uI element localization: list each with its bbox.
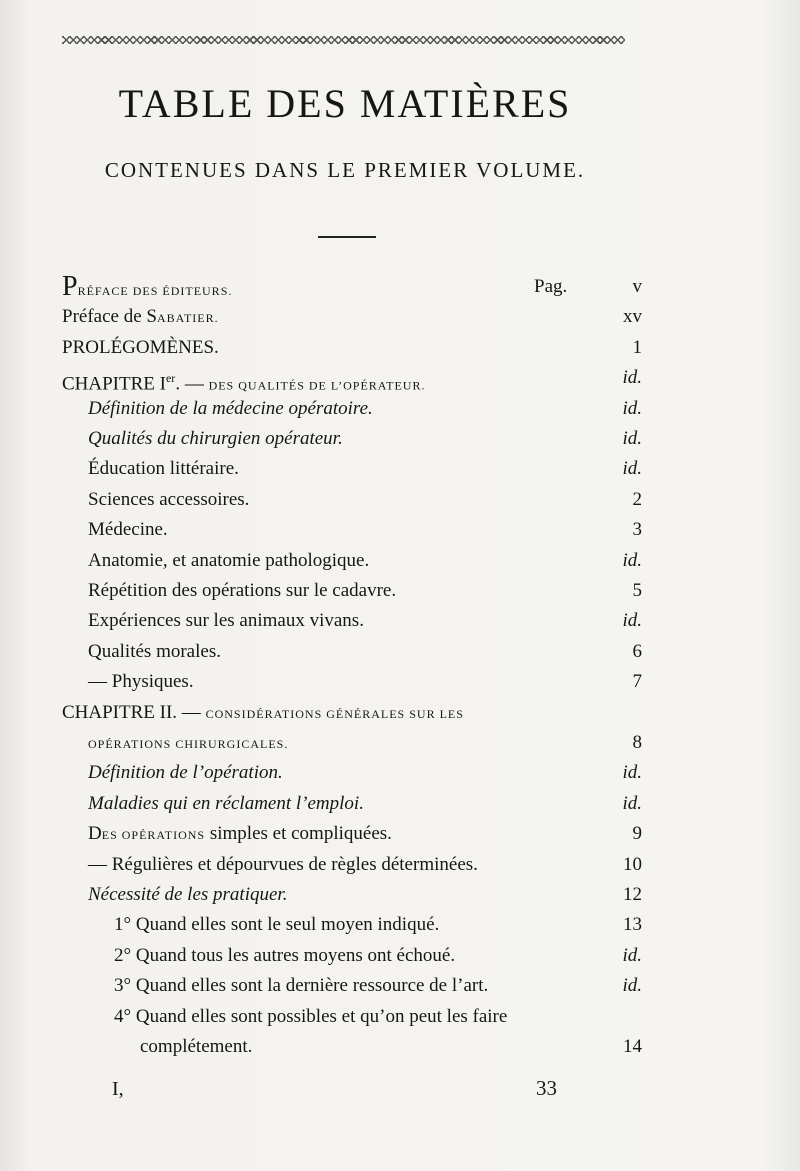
toc-page-number: v bbox=[632, 276, 642, 297]
toc-entry-text: CONSIDÉRATIONS GÉNÉRALES SUR LES bbox=[205, 706, 464, 721]
toc-entry-label bbox=[114, 910, 439, 940]
toc-row bbox=[62, 485, 642, 515]
toc-page-number: 6 bbox=[632, 640, 642, 662]
toc-entry-text: PROLÉGOMÈNES. bbox=[62, 336, 219, 358]
toc-row bbox=[62, 941, 642, 971]
toc-entry-label bbox=[88, 515, 168, 545]
toc-row bbox=[62, 728, 642, 758]
toc-page-number: 2 bbox=[632, 488, 642, 510]
toc-page-number: 12 bbox=[623, 884, 642, 905]
toc-row bbox=[62, 667, 642, 697]
toc-entry-text: Maladies qui en réclament l’emploi. bbox=[88, 792, 364, 814]
toc-row bbox=[62, 454, 642, 484]
toc-page-number: id. bbox=[622, 975, 642, 997]
toc-entry-label bbox=[88, 546, 369, 576]
toc-entry-label bbox=[88, 485, 249, 515]
toc-row bbox=[62, 1002, 642, 1032]
toc-entry-text: 1° Quand elles sont le seul moyen indiqué. bbox=[114, 914, 440, 936]
toc-entry-text: ABATIER. bbox=[156, 311, 219, 326]
toc-row bbox=[62, 1032, 642, 1062]
toc-row bbox=[62, 394, 642, 424]
toc-page-number: 14 bbox=[623, 1036, 642, 1057]
toc-entry-label bbox=[88, 728, 288, 759]
toc-entry-text: Définition de la médecine opératoire. bbox=[88, 397, 373, 419]
toc-page-number: id. bbox=[622, 397, 642, 419]
toc-row bbox=[62, 637, 642, 667]
toc-entry-label bbox=[88, 576, 396, 606]
toc-page-number: id. bbox=[622, 367, 642, 389]
toc-entry-label bbox=[88, 758, 283, 788]
toc-entry-text: Définition de l’opération. bbox=[88, 762, 283, 784]
toc-row bbox=[62, 910, 642, 940]
toc-page-number: id. bbox=[622, 458, 642, 480]
toc-entry-text: CHAPITRE I bbox=[62, 373, 166, 395]
toc-entry-text: Répétition des opérations sur le cadavre. bbox=[88, 580, 397, 601]
toc-entry-text: Médecine. bbox=[88, 519, 168, 541]
toc-entry-text: Anatomie, et anatomie pathologique. bbox=[88, 549, 370, 571]
toc-row bbox=[62, 515, 642, 545]
toc-row bbox=[62, 789, 642, 819]
toc-entry-text: P bbox=[62, 271, 78, 302]
page-subtitle: CONTENUES DANS LE PREMIER VOLUME. bbox=[104, 158, 586, 182]
toc-entry-text: CHAPITRE II. — bbox=[62, 701, 206, 723]
toc-row bbox=[62, 819, 642, 849]
toc-page-number: id. bbox=[622, 762, 642, 784]
sheet-number: 33 bbox=[536, 1076, 557, 1100]
toc-entry-label bbox=[88, 424, 343, 454]
toc-entry-text: OPÉRATIONS CHIRURGICALES. bbox=[88, 737, 289, 751]
toc-row bbox=[62, 606, 642, 636]
toc-page-number: id. bbox=[622, 944, 642, 966]
toc-entry-label bbox=[62, 698, 464, 729]
toc-entry-label bbox=[88, 789, 364, 819]
toc-entry-text: DES QUALITÉS DE L’OPÉRATEUR. bbox=[208, 378, 426, 393]
toc-entry-label bbox=[88, 819, 392, 850]
toc-entry-label bbox=[114, 941, 455, 971]
toc-row bbox=[62, 880, 642, 910]
toc-entry-label bbox=[114, 1002, 507, 1032]
toc-entry-text: 3° Quand elles sont la dernière ressource de l’art. bbox=[114, 975, 489, 997]
toc-row bbox=[62, 333, 642, 363]
toc-page-number: id. bbox=[622, 549, 642, 571]
divider bbox=[318, 236, 376, 238]
toc-entry-text: — Régulières et dépourvues de règles déterminées. bbox=[88, 853, 478, 875]
toc-entry-text: complétement. bbox=[140, 1036, 253, 1057]
toc-entry-text: 2° Quand tous les autres moyens ont échoué. bbox=[114, 944, 456, 966]
toc-row bbox=[62, 971, 642, 1001]
toc-row bbox=[62, 758, 642, 788]
toc-entry-label bbox=[88, 880, 287, 910]
toc-row bbox=[62, 424, 642, 454]
toc-entry-text: Nécessité de les pratiquer. bbox=[88, 884, 288, 905]
toc-row bbox=[62, 363, 642, 393]
toc-row bbox=[62, 576, 642, 606]
signature-mark: I, bbox=[112, 1078, 124, 1100]
toc-entry-text: RÉFACE DES ÉDITEURS. bbox=[77, 284, 233, 298]
toc-entry-text: Qualités du chirurgien opérateur. bbox=[88, 428, 343, 449]
pag-label: Pag. bbox=[534, 276, 568, 297]
toc-entry-label bbox=[62, 272, 232, 306]
toc-entry-text: D bbox=[88, 823, 102, 845]
toc-entry-text: — Physiques. bbox=[88, 671, 194, 693]
toc-entry-label bbox=[88, 850, 478, 880]
toc-row bbox=[62, 698, 642, 728]
toc-page-number: id. bbox=[622, 610, 642, 632]
toc-entry-label bbox=[62, 302, 219, 333]
toc-page-number: id. bbox=[622, 792, 642, 814]
toc-entry-text: ES OPÉRATIONS bbox=[101, 828, 206, 843]
toc-row bbox=[62, 272, 642, 302]
toc-entry-label bbox=[140, 1032, 252, 1062]
toc-entry-text: Expériences sur les animaux vivans. bbox=[88, 610, 364, 632]
toc-entry-label bbox=[62, 333, 219, 363]
toc-page-number: 7 bbox=[632, 671, 642, 693]
toc-page-number: 3 bbox=[632, 519, 642, 541]
toc-page-number: 13 bbox=[623, 914, 642, 936]
toc-page-number: 9 bbox=[632, 823, 642, 845]
toc-row bbox=[62, 302, 642, 332]
toc-entry-text: Sciences accessoires. bbox=[88, 488, 250, 510]
toc-row bbox=[62, 546, 642, 576]
toc-page-number: 8 bbox=[632, 732, 642, 753]
toc-page-number: xv bbox=[623, 306, 642, 328]
toc-entry-text: . — bbox=[175, 373, 209, 395]
toc-entry-text: simples et compliquées. bbox=[205, 823, 392, 845]
toc-entry-label bbox=[88, 606, 364, 636]
toc-entry-text: 4° Quand elles sont possibles et qu’on peut les faire bbox=[114, 1005, 508, 1027]
toc-entry-text: Préface de S bbox=[62, 306, 157, 328]
toc-entry-label bbox=[88, 454, 239, 484]
toc-entry-label bbox=[88, 637, 221, 667]
toc-row bbox=[62, 850, 642, 880]
toc-entry-text: Éducation littéraire. bbox=[88, 458, 239, 480]
ornamental-rule bbox=[62, 36, 625, 44]
toc-entry-text: Qualités morales. bbox=[88, 640, 221, 662]
toc-entry-text: er bbox=[165, 371, 176, 386]
toc-page-number: 5 bbox=[632, 580, 642, 601]
toc-entry-label bbox=[114, 971, 488, 1001]
toc-entry-label bbox=[88, 667, 194, 697]
toc-entry-label bbox=[88, 394, 373, 424]
toc-page-number: id. bbox=[622, 428, 642, 449]
toc-page-number: 10 bbox=[623, 853, 642, 875]
toc-page-number: 1 bbox=[632, 336, 642, 358]
page-title: TABLE DES MATIÈRES bbox=[118, 81, 572, 126]
